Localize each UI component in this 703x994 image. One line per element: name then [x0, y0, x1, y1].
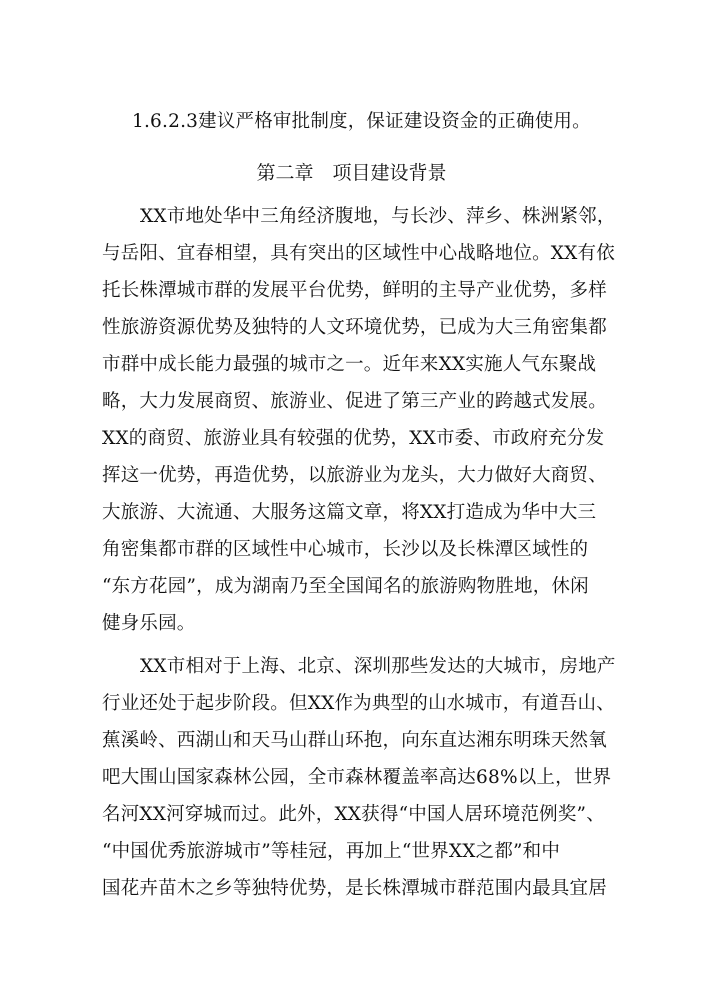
paragraph-line: 大旅游、大流通、大服务这篇文章，将XX打造成为华中大三 [102, 502, 597, 523]
paragraph-line: 与岳阳、宜春相望，具有突出的区域性中心战略地位。XX有依 [102, 243, 615, 264]
paragraph-line: 蕉溪岭、西湖山和天马山群山环抱，向东直达湘东明珠天然氧 [102, 730, 607, 751]
paragraph-line: 名河XX河穿城而过。此外，XX获得“中国人居环境范例奖”、 [102, 804, 605, 825]
section-heading: 1.6.2.3建议严格审批制度，保证建设资金的正确使用。 [132, 111, 591, 132]
paragraph-line: XX的商贸、旅游业具有较强的优势，XX市委、市政府充分发 [102, 428, 605, 449]
chapter-title: 第二章 项目建设背景 [256, 162, 447, 184]
paragraph-line: 挥这一优势，再造优势，以旅游业为龙头，大力做好大商贸、 [102, 465, 607, 486]
paragraph-line: 托长株潭城市群的发展平台优势，鲜明的主导产业优势，多样 [102, 280, 607, 301]
paragraph-line: 角密集都市群的区域性中心城市，长沙以及长株潭区域性的 [102, 539, 589, 560]
paragraph-line: 行业还处于起步阶段。但XX作为典型的山水城市，有道吾山、 [102, 693, 615, 714]
paragraph-line: 吧大围山国家森林公园，全市森林覆盖率高达68%以上，世界 [102, 767, 612, 788]
paragraph-line: XX市相对于上海、北京、深圳那些发达的大城市，房地产 [140, 656, 616, 677]
paragraph-line: “中国优秀旅游城市”等桂冠，再加上“世界XX之都”和中 [102, 841, 561, 862]
paragraph-line: 略，大力发展商贸、旅游业、促进了第三产业的跨越式发展。 [102, 391, 607, 412]
paragraph-line: 性旅游资源优势及独特的人文环境优势，已成为大三角密集都 [102, 317, 607, 338]
paragraph-line: 国花卉苗木之乡等独特优势，是长株潭城市群范围内最具宜居 [102, 878, 607, 899]
paragraph-line: 健身乐园。 [102, 613, 196, 634]
paragraph-line: “东方花园”，成为湖南乃至全国闻名的旅游购物胜地，休闲 [102, 576, 589, 597]
paragraph-line: XX市地处华中三角经济腹地，与长沙、萍乡、株洲紧邻， [140, 206, 616, 227]
paragraph-line: 市群中成长能力最强的城市之一。近年来XX实施人气东聚战 [102, 354, 597, 375]
